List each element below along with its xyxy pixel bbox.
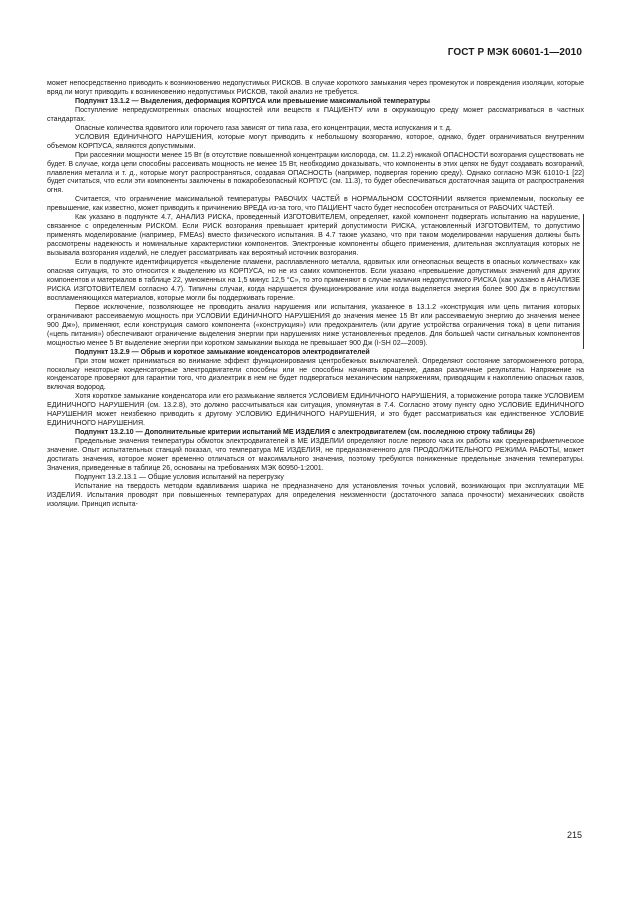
section-heading [47, 429, 584, 438]
paragraph-text: Хотя короткое замыкание конденсатора или его размыкание является УСЛОВИЕМ ЕДИНИЧНОГО НАРУШЕНИЯ, а торможение ротора также УСЛОВИЕМ ЕДИНИЧНОГО НАРУШЕНИЯ (см. 13.2.8), это должно рассчитываться как ситуация, упомянутая в 7.4. Согласно этому пункту одно УСЛОВИЕ ЕДИНИЧНОГО НАРУШЕНИЯ может неизбежно приводить к другому УСЛОВИЮ ЕДИНИЧНОГО НАРУШЕНИЯ, и это будет рассматриваться как единственное УСЛОВИЕ ЕДИНИЧНОГО НАРУШЕНИЯ. [47, 393, 584, 428]
paragraph-text: Поступление непредусмотренных опасных мощностей или веществ к ПАЦИЕНТУ или в окружающую среду может рассматриваться в частных стандартах. [47, 106, 584, 123]
paragraph [47, 483, 584, 510]
heading-text: Подпункт 13.2.10 — Дополнительные критерии испытаний МЕ ИЗДЕЛИЯ с электродвигателем (см. последнюю строку таблицы 26) [75, 429, 535, 437]
paragraph [47, 134, 584, 152]
paragraph-text: Предельные значения температуры обмоток электродвигателей в МЕ ИЗДЕЛИИ определяют после первого часа их работы как среднеарифметическое значение. Опыт испытательных станций показал, что температура МЕ ИЗДЕЛИЯ, не предназначенного для ПРОДОЛЖИТЕЛЬНОГО РЕЖИМА РАБОТЫ, может достигать значения, которое может временно отличаться от максимального значения, поэтому требуются пониженные предельные значения температуры. Значения, приведенные в таблице 26, основаны на требованиях МЭК 60950-1:2001. [47, 438, 584, 472]
section-heading [47, 98, 584, 107]
paragraph-text: При рассеянии мощности менее 15 Вт (в отсутствие повышенной концентрации кислорода, см. 11.2.2) никакой ОПАСНОСТИ возгорания существовать не будет. В случае, когда цепи способны рассеивать мощность не менее 15 Вт, необходимо доказывать, что компоненты в этих цепях не будут создавать возгораний, плавления металла и т. д., которые могут распространяться, создавая ОПАСНОСТЬ (например, подвергая горению среду). Однако согласно МЭК 61010-1 [22] будет считаться, что если эти компоненты заключены в пожаробезопасный КОРПУС (см. 11.3), то будет обеспечиваться достаточная защита от распространения огня. [47, 151, 584, 195]
standard-header: ГОСТ Р МЭК 60601-1—2010 [447, 47, 582, 58]
paragraph [47, 107, 584, 125]
paragraph [47, 358, 584, 394]
paragraph-text: УСЛОВИЯ ЕДИНИЧНОГО НАРУШЕНИЯ, которые могут приводить к небольшому возгоранию, которое, однако, будет ограничиваться внутренним объемом КОРПУСА, являются допустимыми. [47, 133, 584, 150]
paragraph-text: Как указано в подпункте 4.7, АНАЛИЗ РИСКА, проведенный ИЗГОТОВИТЕЛЕМ, определяет, какой компонент подвергать испытанию на нарушение, связанное с определенным РИСКОМ. Если РИСК возгорания превышает критерий допустимости РИСКА, установленный ИЗГОТОВИТЕМ, то допустимо применять моделирование (например, FMEAs) вместо физического испытания. В 4.7 также указано, что при таком моделировании нарушения должны быть рассмотрены надежность и номинальные характеристики компонентов. Электронные компоненты общего применения, длительная эксплуатация которых не вызывала возгорания изделий, не следует рассматривать как вероятный источник возгорания. [47, 214, 580, 258]
paragraph-text: Первое исключение, позволяющее не проводить анализ нарушения или испытания, указанное в 13.1.2 «конструкция или цепь питания которых ограничивают рассеиваемую мощность при УСЛОВИИ ЕДИНИЧНОГО НАРУШЕНИЯ до значения менее 15 Вт или рассеиваемую энергию до значения менее 900 Дж»), применяют, если конструкция самого компонента («конструкция») или предохранитель (или другие устройства ограничения тока) в цепи питания («цепь питания») обеспечивают ограничение выделения энергии при нарушениях ниже установленных пределов. Для большей части сигнальных компонентов мощностью менее 5 Вт выделение энергии при коротком замыкании выхода не превышает 900 Дж (I-SH 02—2009). [47, 303, 580, 347]
paragraph [47, 474, 584, 483]
heading-text: Подпункт 13.2.9 — Обрыв и короткое замыкание конденсаторов электродвигателей [75, 348, 370, 356]
paragraph-text: Испытание на твердость методом вдавливания шарика не предназначено для установления точных условий, возникающих при эксплуатации МЕ ИЗДЕЛИЯ. Испытания проводят при повышенных температурах для определения неизменности (достаточного запаса прочности) механических свойств изоляции. Принцип испыта- [47, 482, 584, 508]
page-number: 215 [566, 830, 582, 840]
paragraph [47, 125, 584, 134]
document-body [47, 80, 584, 510]
paragraph [47, 80, 584, 98]
heading-text: Подпункт 13.1.2 — Выделения, деформация КОРПУСА или превышение максимальной температуры [75, 97, 431, 105]
paragraph [47, 214, 584, 259]
section-heading [47, 349, 584, 358]
paragraph-text: Если в подпункте идентифицируется «выделение пламени, расплавленного металла, ядовитых или огнеопасных веществ в опасных количествах» как опасная ситуация, то это относится к выделению из КОРПУСА, но не из самих компонентов. Если указано «превышение допустимых значений для других компонентов и материалов в таблице 22, умноженных на 1,5 минус 12,5 °С», то это применяют в случае наличия недопустимого РИСКА (как указано в АНАЛИЗЕ РИСКА ИЗГОТОВИТЕЛЕМ согласно 4.7). Типичны случаи, когда нарушается функционирование или когда выделяется энергия более 900 Дж в присутствии воспламеняющихся материалов, которые могли бы поддерживать горение. [47, 259, 580, 302]
paragraph [47, 438, 584, 474]
paragraph-text: Подпункт 13.2.13.1 — Общие условия испытаний на перегрузку [75, 473, 284, 481]
paragraph [47, 259, 584, 304]
paragraph [47, 196, 584, 214]
paragraph-text: Опасные количества ядовитого или горючего газа зависят от типа газа, его концентрации, места испускания и т. д. [75, 124, 452, 132]
paragraph-text: При этом может приниматься во внимание эффект функционирования центробежных выключателей. Определяют состояние заторможенного ротора, поскольку некоторые конденсаторные электродвигатели способны или не способны начинать вращение, давая различные результаты. Напряжение на конденсаторе проверяют для гарантии того, что диэлектрик в нем не будет подвергаться механическим напряжениям, приводящим к накоплению опасных газов, включая водород. [47, 357, 584, 392]
paragraph [47, 304, 584, 349]
paragraph [47, 393, 584, 429]
paragraph [47, 152, 584, 197]
paragraph-text: Считается, что ограничение максимальной температуры РАБОЧИХ ЧАСТЕЙ в НОРМАЛЬНОМ СОСТОЯНИИ является приемлемым, поскольку ее превышение, как известно, может приводить к причинению ВРЕДА из-за того, что ПАЦИЕНТ часто будет неспособен отстраниться от РАБОЧИХ ЧАСТЕЙ. [47, 196, 584, 213]
paragraph-text: может непосредственно приводить к возникновению недопустимых РИСКОВ. В случае короткого замыкания через промежуток и повреждения изоляции, которые вряд ли могут приводить к возникновению недопустимых РИСКОВ, такой анализ не требуется. [47, 80, 584, 96]
